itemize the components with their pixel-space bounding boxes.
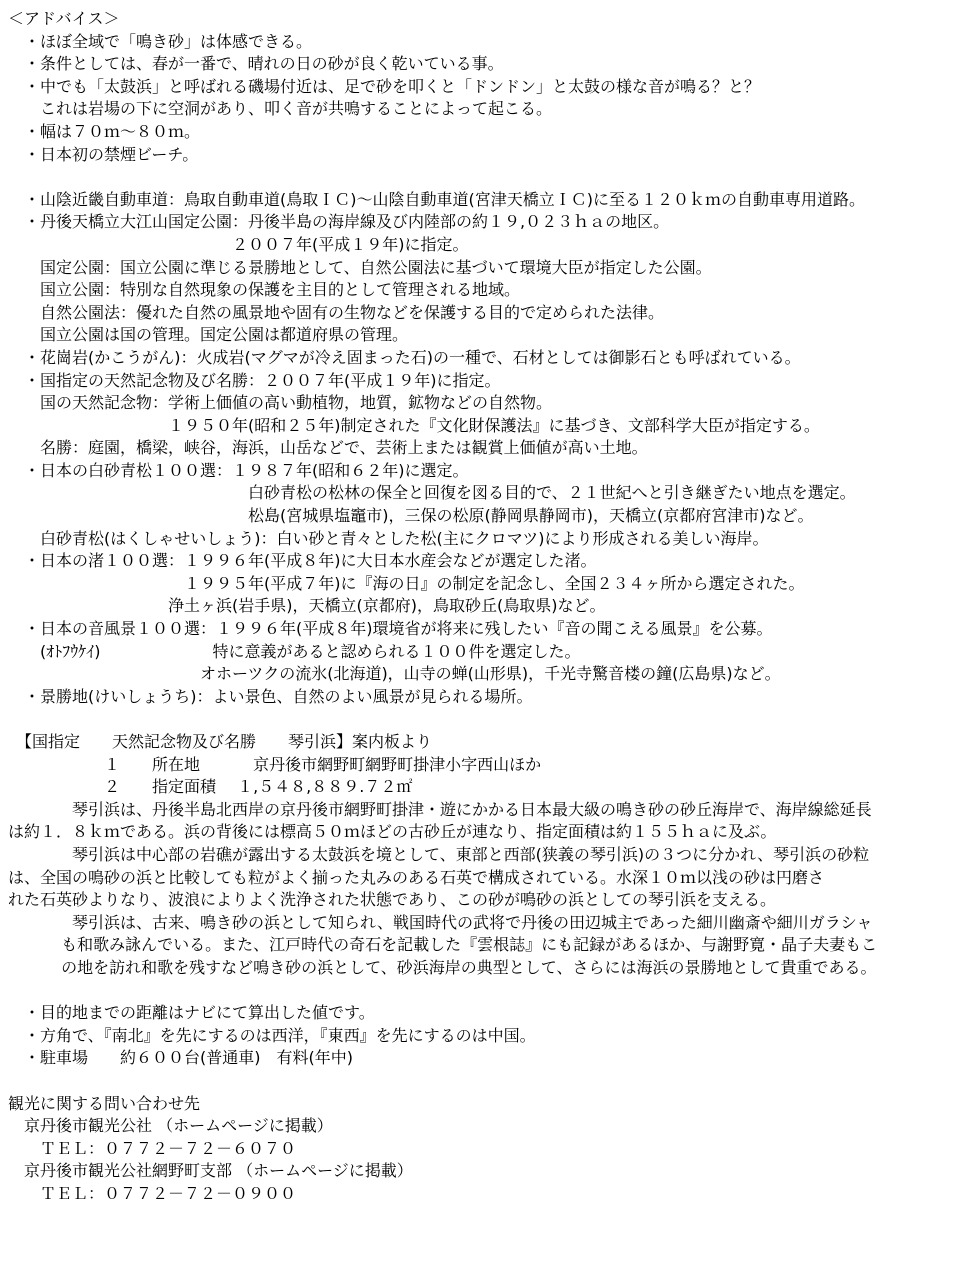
text-line: ・方角で、『南北』を先にするのは西洋，『東西』を先にするのは中国。: [8, 1025, 536, 1045]
text-line: 白砂青松の松林の保全と回復を図る目的で、２１世紀へと引き継ぎたい地点を選定。: [8, 483, 856, 503]
text-line: ２ 指定面積 １,５４８,８８９.７２㎡: [8, 777, 413, 797]
text-line: 琴引浜は中心部の岩礁が露出する太鼓浜を境として、東部と西部(狭義の琴引浜)の３つに分かれ、琴引浜の砂粒: [8, 844, 870, 864]
text-line: ・日本の音風景１００選：１９９６年(平成８年)環境省が将来に残したい『音の聞こえる風景』を公募。: [8, 619, 773, 639]
text-line: オホーツクの流氷(北海道)，山寺の蝉(山形県)，千光寺驚音楼の鐘(広島県)など。: [8, 664, 781, 684]
text-line: 琴引浜は、古来、鳴き砂の浜として知られ、戦国時代の武将で丹後の田辺城主であった細川幽斎や細川ガラシャ: [8, 912, 873, 932]
text-line: ・条件としては、春が一番で、晴れの日の砂が良く乾いている事。: [8, 54, 504, 74]
text-line: ・目的地までの距離はナビにて算出した値です。: [8, 1003, 375, 1023]
text-line: ＴＥＬ：０７７２－７２－６０７０: [8, 1138, 297, 1158]
text-line: ・山陰近畿自動車道：鳥取自動車道(鳥取ＩＣ)～山陰自動車道(宮津天橋立ＩＣ)に至る１２０ｋｍの自動車専用道路。: [8, 189, 865, 209]
text-line: 【国指定 天然記念物及び名勝 琴引浜】案内板より: [8, 732, 433, 751]
text-line: ・日本初の禁煙ビーチ。: [8, 144, 199, 164]
text-line: ・景勝地(けいしょうち)：よい景色、自然のよい風景が見られる場所。: [8, 686, 533, 706]
text-line: 国の天然記念物：学術上価値の高い動植物，地質，鉱物などの自然物。: [8, 393, 553, 413]
text-line: れた石英砂よりなり、波浪によりよく洗浄された状態であり、この砂が鳴砂の浜としての琴引浜を支える。: [8, 890, 777, 910]
text-line: ・幅は７０ｍ～８０ｍ。: [8, 121, 201, 141]
text-line: ・国指定の天然記念物及び名勝：２００７年(平成１９年)に指定。: [8, 370, 501, 390]
text-line: ＜アドバイス＞: [8, 9, 120, 28]
text-line: [8, 980, 962, 1003]
text-line: 国立公園：特別な自然現象の保護を主目的として管理される地域。: [8, 280, 521, 300]
text-line: 京丹後市観光公社 （ホームページに掲載）: [8, 1116, 333, 1136]
text-line: ２００７年(平成１９年)に指定。: [8, 234, 469, 254]
text-line: ・中でも「太鼓浜」と呼ばれる磯場付近は、足で砂を叩くと「ドンドン」と太鼓の様な音が鳴る？と？: [8, 76, 761, 96]
text-line: 松島(宮城県塩竈市)，三保の松原(静岡県静岡市)，天橋立(京都府宮津市)など。: [8, 506, 814, 526]
text-line: ・花崗岩(かこうがん)：火成岩(マグマが冷え固まった石)の一種で、石材としては御影石とも呼ばれている。: [8, 347, 801, 367]
text-line: 琴引浜は、丹後半島北西岸の京丹後市網野町掛津・遊にかかる日本最大級の鳴き砂の砂丘海岸で、海岸線総延長: [8, 799, 872, 819]
text-line: ・駐車場 約６００台(普通車) 有料(年中): [8, 1048, 353, 1068]
text-line: １９９５年(平成７年)に『海の日』の制定を記念し、全国２３４ヶ所から選定された。: [8, 573, 805, 593]
text-line: ・日本の渚１００選：１９９６年(平成８年)に大日本水産会などが選定した渚。: [8, 551, 597, 571]
text-line: 観光に関する問い合わせ先: [8, 1093, 201, 1113]
document-text: [8, 8, 962, 1205]
text-line: ＴＥＬ：０７７２－７２－０９００: [8, 1183, 297, 1203]
text-line: は約１．８ｋｍである。浜の背後には標高５０ｍほどの古砂丘が連なり、指定面積は約１５５ｈａに及ぶ。: [8, 822, 777, 842]
text-line: ・ほぼ全域で「鳴き砂」は体感できる。: [8, 31, 313, 51]
text-line: ・日本の白砂青松１００選：１９８７年(昭和６２年)に選定。: [8, 460, 469, 480]
text-line: も和歌み詠んでいる。また、江戸時代の奇石を記載した『雲根誌』にも記録があるほか、与謝野寛・晶子夫妻もこ: [8, 935, 878, 955]
text-line: (ｵﾄﾌｳｹｲ) 特に意義があると認められる１００件を選定した。: [8, 641, 581, 661]
text-line: 名勝：庭園，橋梁，峡谷，海浜，山岳などで、芸術上または観賞上価値が高い土地。: [8, 438, 648, 458]
text-line: 国定公園：国立公園に準じる景勝地として、自然公園法に基づいて環境大臣が指定した公園。: [8, 257, 712, 277]
text-line: [8, 166, 962, 189]
text-line: 白砂青松(はくしゃせいしょう)：白い砂と青々とした松(主にクロマツ)により形成される美しい海岸。: [8, 528, 769, 548]
text-line: １９５０年(昭和２５年)制定された『文化財保護法』に基づき、文部科学大臣が指定する。: [8, 415, 820, 435]
text-line: これは岩場の下に空洞があり、叩く音が共鳴することによって起こる。: [8, 99, 553, 119]
text-line: 自然公園法：優れた自然の風景地や固有の生物などを保護する目的で定められた法律。: [8, 302, 665, 322]
text-line: ・丹後天橋立大江山国定公園：丹後半島の海岸線及び内陸部の約１９,０２３ｈａの地区。: [8, 212, 670, 232]
text-line: の地を訪れ和歌を残すなど鳴き砂の浜として、砂浜海岸の典型として、さらには海浜の景勝地として貴重である。: [8, 957, 877, 977]
text-line: [8, 1070, 962, 1093]
text-line: 京丹後市観光公社網野町支部 （ホームページに掲載）: [8, 1161, 413, 1181]
text-line: [8, 708, 962, 731]
text-line: 国立公園は国の管理。国定公園は都道府県の管理。: [8, 325, 409, 345]
text-line: １ 所在地 京丹後市網野町網野町掛津小字西山ほか: [8, 754, 542, 774]
text-line: は、全国の鳴砂の浜と比較しても粒がよく揃った丸みのある石英で構成されている。水深１０ｍ以浅の砂は円磨さ: [8, 867, 825, 887]
text-line: 浄土ヶ浜(岩手県)，天橋立(京都府)，鳥取砂丘(鳥取県)など。: [8, 596, 606, 616]
